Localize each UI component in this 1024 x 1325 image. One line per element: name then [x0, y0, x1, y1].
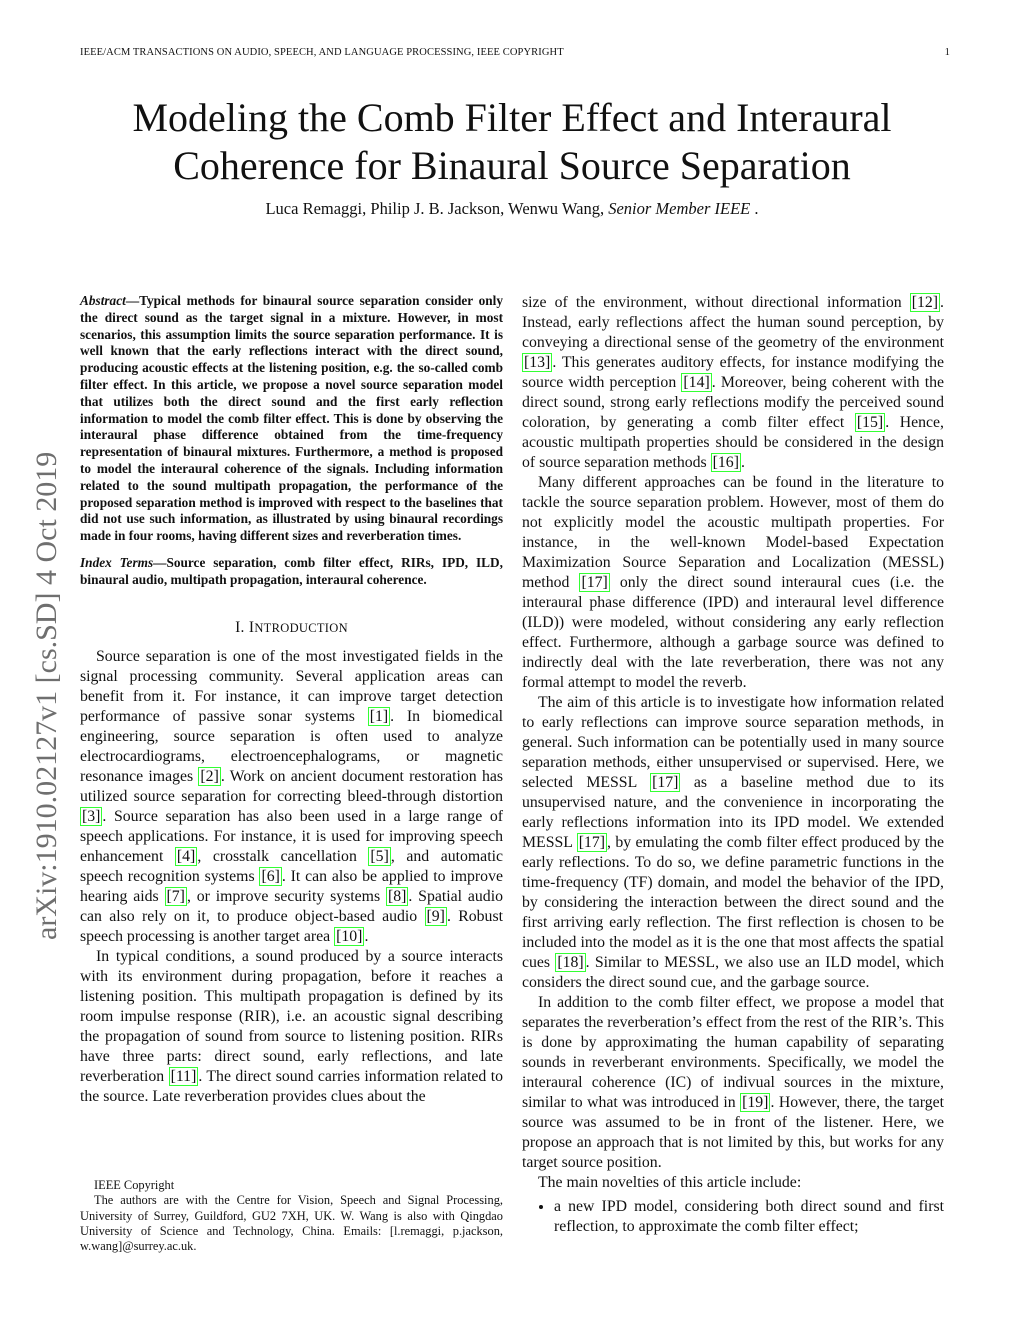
index-terms-dash: — [153, 554, 167, 570]
section-heading-introduction [80, 619, 503, 637]
citation-link[interactable]: [17] [578, 834, 606, 851]
intro-paragraph-7: The main novelties of this article include: [538, 1174, 802, 1191]
citation-link[interactable]: [8] [387, 887, 407, 905]
author-senior-member: Senior Member IEEE [608, 199, 751, 218]
footnote [80, 1178, 503, 1254]
author-names: Luca Remaggi, Philip J. B. Jackson, Wenwu Wang, [265, 199, 609, 218]
citation-link[interactable]: [17] [652, 774, 679, 791]
citation-link[interactable]: [19] [742, 1094, 769, 1111]
arxiv-sidebar-identifier: arXiv:1910.02127v1 [cs.SD] 4 Oct 2019 [30, 451, 63, 940]
citation-link[interactable]: [16] [712, 454, 739, 471]
intro-paragraph-6: In addition to the comb filter effect, we propose a model that separates the reverberation’s effect from the rest of the RIR’s. This is done by approximating the human capability of separating sounds in reverberant environments. Specifically, we model the interaural coherence (IC) of indivual sources in the mixture, similar to what was introduced in [19] . However, there, the target source was assumed to be in front of the listener. Here, we propose an approach that is not limited by this, but works for any target source position. [522, 994, 944, 1171]
index-terms-text: Source separation, comb filter effect, RIRs, IPD, ILD, binaural audio, multipath propagation, interaural coherence. [80, 554, 503, 587]
citation-link[interactable]: [2] [200, 767, 219, 785]
left-column [80, 293, 503, 1107]
abstract [80, 293, 503, 545]
citation-link[interactable]: [15] [856, 414, 884, 431]
abstract-dash: — [125, 293, 140, 308]
page-number: 1 [944, 47, 950, 58]
citation-link[interactable]: [11] [170, 1067, 197, 1085]
intro-paragraph-4: Many different approaches can be found in the literature to tackle the source separation problem. However, most of them do not explicitly model the acoustic multipath properties. For instance, in the well-known Model-based Expectation Maximization Source Separation and Localization (MESSL) method [17] only the direct sound interaural cues (i.e. the interaural phase difference (IPD) and interaural level difference (ILD)) were modeled, without considering any early reflection effect. Furthermore, although a garbage source was defined to indirectly deal with the late reverberation, there was not any formal attempt to model the reverb. [522, 474, 944, 691]
citation-link[interactable]: [9] [426, 907, 445, 925]
section-title-rest: NTRODUCTION [254, 620, 348, 635]
citation-link[interactable]: [13] [524, 354, 551, 371]
footnote-copyright: IEEE Copyright [94, 1178, 175, 1192]
citation-link[interactable]: [5] [370, 847, 389, 865]
intro-paragraph-3: size of the environment, without directional information [12] . Instead, early reflections affect the human sound perception, by conveying a directional sense of the geometry of the environment [13] . This generates auditory effects, for instance modifying the source width perception [14] . Moreover, being coherent with the direct sound, strong early reflections modify the perceived sound coloration, by generating a comb filter effect [15] . Hence, acoustic multipath properties should be considered in the design of source separation methods [16] . [522, 294, 945, 471]
abstract-text: Typical methods for binaural source separation consider only the direct sound as the target signal in a mixture. However, in most scenarios, this assumption limits the source separation performance. It is well known that the early reflections interact with the direct sound, producing acoustic effects at the listening position, e.g. the so-called comb filter effect. In this article, we propose a novel source separation model that utilizes both the direct sound and the first early reflection information to model the comb filter effect. This is done by observing the interaural phase difference obtained from the time-frequency representation of binaural mixtures. Furthermore, a method is proposed to model the interaural coherence of the signals. Including information related to the sound multipath propagation, the performance of the proposed separation method is improved with respect to the baselines that did not use such information, as illustrated by using binaural recordings made in four rooms, having different sizes and reverberation times. [80, 293, 503, 544]
index-terms-label: Index Terms [80, 554, 154, 570]
running-head-text: IEEE/ACM TRANSACTIONS ON AUDIO, SPEECH, AND LANGUAGE PROCESSING, IEEE COPYRIGHT [80, 47, 564, 58]
citation-link[interactable]: [7] [166, 887, 185, 905]
list-item: • a new IPD model, considering both direct sound and first reflection, to approximate the comb filter effect; [554, 1197, 944, 1237]
citation-link[interactable]: [3] [82, 807, 101, 825]
index-terms [80, 555, 503, 589]
running-header [80, 47, 950, 58]
paper-title: Modeling the Comb Filter Effect and Interaural Coherence for Binaural Source Separation [132, 95, 892, 188]
citation-link[interactable]: [4] [176, 847, 196, 865]
section-title-first-letter: I [248, 618, 255, 636]
citation-link[interactable]: [17] [581, 574, 608, 591]
citation-link[interactable]: [1] [369, 707, 389, 725]
citation-link[interactable]: [6] [261, 867, 280, 885]
intro-paragraph-5: The aim of this article is to investigate how information related to early reflections can improve source separation methods, in general. Such information can be potentially used in many source separation methods, either unsupervised or supervised. Here, we selected MESSL [17] as a baseline method due to its unsupervised nature, and the convenience in incorporating the early reflections information into its IPD model. We extended MESSL [17] , by emulating the comb filter effect produced by the early reflections. To do so, we define parametric functions in the time-frequency (TF) domain, and model the behavior of the IPD, by considering the interaction between the direct sound and the first arriving early reflection. The first reflection is chosen to be included into the model as it is the one that most affects the spatial cues [18] . Similar to MESSL, we also use an ILD model, which considers the direct sound cue, and the garbage source. [522, 694, 944, 991]
footnote-affiliation: The authors are with the Centre for Vision, Speech and Signal Processing, University of Surrey, Guildford, GU2 7XH, UK. W. Wang is also with Qingdao University of Science and Technology, China. Emails: [l.remaggi, p.jackson, w.wang]@surrey.ac.uk. [80, 1193, 503, 1254]
abstract-label: Abstract [80, 293, 126, 308]
right-column [522, 293, 944, 1237]
citation-link[interactable]: [12] [911, 294, 939, 311]
author-trailing: . [750, 199, 759, 218]
intro-paragraph-1: Source separation is one of the most investigated fields in the signal processing community. Several application areas can benefit from it. For instance, it can improve target detection performance of passive sonar systems [1] . In biomedical engineering, source separation is often used to analyze electrocardiograms, electroencephalograms, or magnetic resonance images [2] . Work on ancient document restoration has utilized source separation for correcting bleed-through distortion [3] . Source separation has also been used in a large range of speech applications. For instance, it is used for improving speech enhancement [4] , crosstalk cancellation [5] , and automatic speech recognition systems [6] . It can also be applied to improve hearing aids [7] , or improve security systems [8] . Spatial audio can also rely on it, to produce object-based audio [9] . Robust speech processing is another target area [10] . [80, 647, 504, 945]
section-numeral: I. [235, 618, 249, 636]
citation-link[interactable]: [18] [557, 954, 584, 971]
author-line [0, 199, 1024, 219]
citation-link[interactable]: [10] [336, 927, 363, 945]
novelties-list [522, 1197, 944, 1237]
citation-link[interactable]: [14] [683, 374, 710, 391]
intro-paragraph-2: In typical conditions, a sound produced by a source interacts with its environment during propagation, before it reaches a listening position. This multipath propagation is defined by its room impulse response (RIR), i.e. an acoustic signal describing the propagation of sound from source to listening position. RIRs have three parts: direct sound, early reflections, and late reverberation [11] . The direct sound carries information related to the source. Late reverberation provides clues about the [80, 947, 504, 1105]
